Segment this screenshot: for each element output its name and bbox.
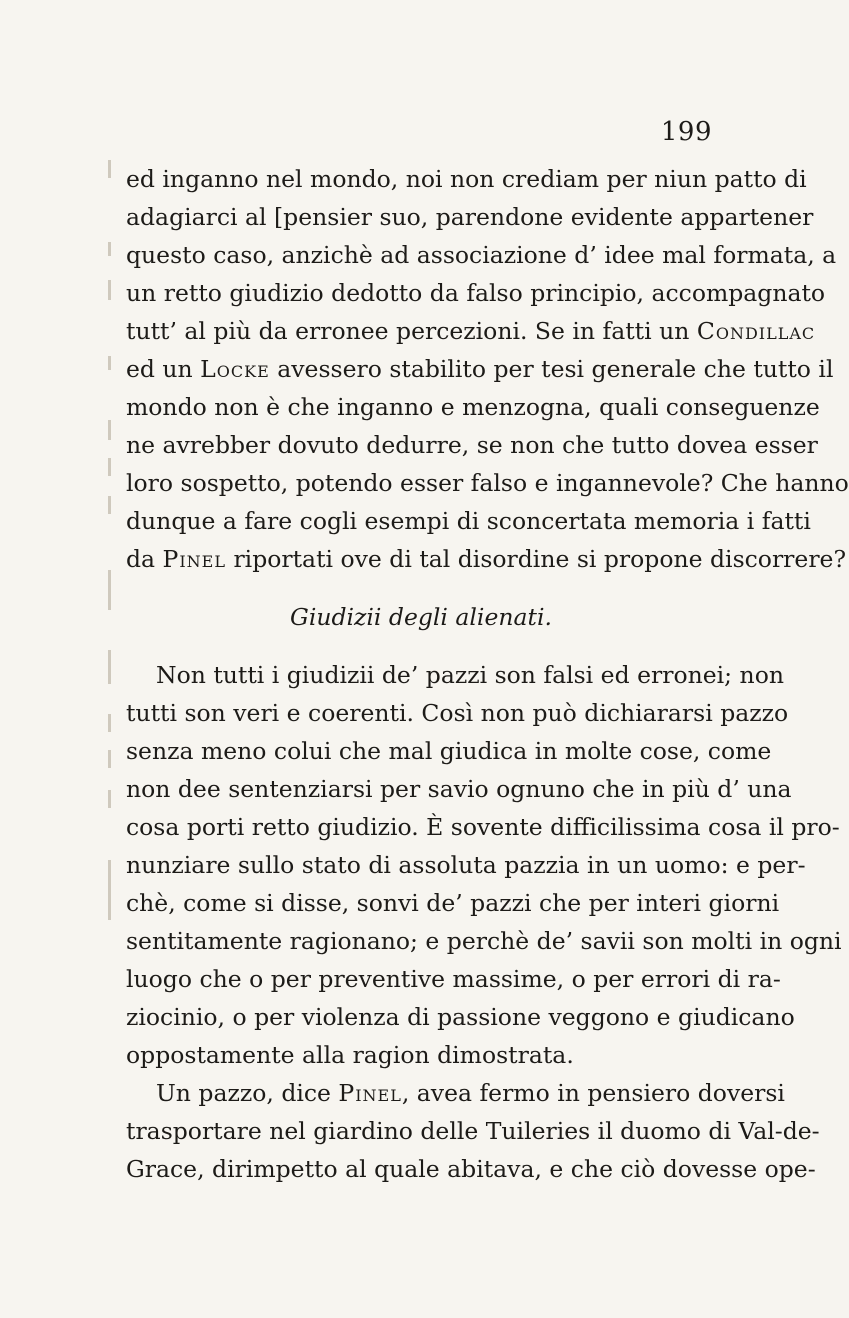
text-line: senza meno colui che mal giudica in molte cose, come [126, 737, 772, 765]
text-line: luogo che o per preventive massime, o per errori di ra- [126, 965, 781, 993]
proper-name: Pinel [162, 545, 226, 573]
text-line: dunque a fare cogli esempi di sconcertata memoria i fatti [126, 507, 811, 535]
text-line: mondo non è che inganno e menzogna, quali conseguenze [126, 393, 820, 421]
proper-name: Locke [200, 355, 270, 383]
paragraph-2 [126, 656, 842, 1074]
spacer [126, 636, 708, 656]
text-line: tutti son veri e coerenti. Così non può dichiararsi pazzo [126, 699, 789, 727]
text-line: non dee sentenziarsi per savio ognuno che in più d’ una [126, 775, 792, 803]
text-line: ed un Locke avessero stabilito per tesi generale che tutto il [126, 355, 834, 383]
text-line: da Pinel riportati ove di tal disordine si propone discorrere? [126, 545, 847, 573]
paragraph-1 [126, 160, 849, 578]
proper-name: Condillac [696, 317, 816, 345]
text-line: Grace, dirimpetto al quale abitava, e che ciò dovesse ope- [126, 1155, 816, 1183]
text-line: ziocinio, o per violenza di passione veggono e giudicano [126, 1003, 795, 1031]
page-number: 199 [660, 117, 712, 147]
proper-name: Pinel [338, 1079, 402, 1107]
margin-shadow [108, 150, 116, 930]
text-line: ne avrebber dovuto dedurre, se non che tutto dovea esser [126, 431, 818, 459]
paragraph-3 [126, 1074, 820, 1188]
section-heading: Giudizii degli alienati. [290, 603, 552, 631]
spacer [126, 578, 708, 598]
text-line: cosa porti retto giudizio. È sovente difficilissima cosa il pro- [126, 813, 840, 841]
text-line: ed inganno nel mondo, noi non crediam per niun patto di [126, 165, 807, 193]
text-line: Un pazzo, dice Pinel, avea fermo in pensiero doversi [156, 1079, 785, 1107]
text-line: tutt’ al più da erronee percezioni. Se in fatti un Condillac [126, 317, 816, 345]
text-line: Non tutti i giudizii de’ pazzi son falsi ed erronei; non [156, 661, 784, 689]
text-line: trasportare nel giardino delle Tuileries il duomo di Val-de- [126, 1117, 820, 1145]
text-line: nunziare sullo stato di assoluta pazzia in un uomo: e per- [126, 851, 806, 879]
text-line: questo caso, anzichè ad associazione d’ idee mal formata, a [126, 241, 837, 269]
text-line: chè, come si disse, sonvi de’ pazzi che per interi giorni [126, 889, 780, 917]
text-line: adagiarci al [pensier suo, parendone evidente appartener [126, 203, 814, 231]
text-line: un retto giudizio dedotto da falso principio, accompagnato [126, 279, 826, 307]
text-line: oppostamente alla ragion dimostrata. [126, 1041, 574, 1069]
text-line: loro sospetto, potendo esser falso e ingannevole? Che hanno [126, 469, 849, 497]
text-line: sentitamente ragionano; e perchè de’ savii son molti in ogni [126, 927, 842, 955]
body-text [126, 160, 849, 1188]
